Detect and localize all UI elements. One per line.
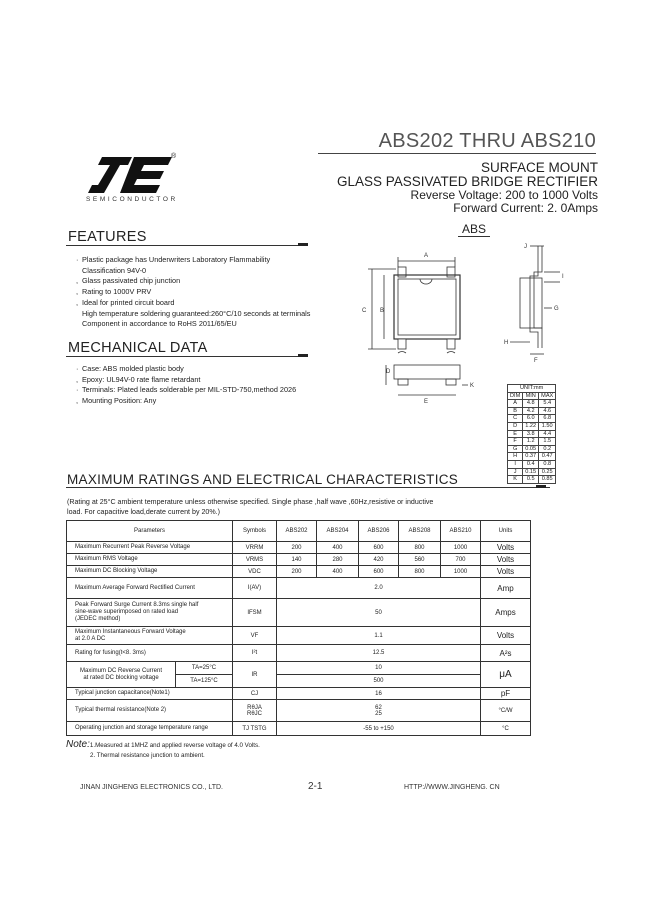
table-row: Peak Forward Surge Current 8.3ms single half sine-wave superimposed on rated load (JEDEC method) IFSM 50 Amps <box>67 599 531 627</box>
list-item: · Case: ABS molded plastic body <box>76 364 184 373</box>
features-rule-tab <box>298 243 308 246</box>
subtitle-reverse-voltage: Reverse Voltage: 200 to 1000 Volts <box>410 188 598 202</box>
table-row: J 0.15 0.25 <box>508 468 556 476</box>
features-rule <box>66 245 306 246</box>
table-row: Rating for fusing(t<8. 3ms) I²t 12.5 A²s <box>67 645 531 662</box>
table-header-row <box>67 521 531 542</box>
features-heading: FEATURES <box>68 229 147 245</box>
table-row: K 0.5 0.85 <box>508 476 556 484</box>
list-item: , Ideal for printed circuit board <box>76 297 175 307</box>
svg-text:J: J <box>524 244 527 250</box>
svg-text:G: G <box>554 306 559 312</box>
table-row: E 3.8 4.4 <box>508 430 556 438</box>
table-row: Typical thermal resistance(Note 2) RθJA RθJC 62 25 °C/W <box>67 700 531 722</box>
table-row: Maximum DC Reverse Current at rated DC blocking voltage TA=25°C TA=125°C IR 10 μA <box>67 662 531 675</box>
table-row: B 4.2 4.6 <box>508 407 556 415</box>
svg-text:A: A <box>424 253 429 259</box>
note-2: 2. Thermal resistance junction to ambient. <box>90 752 205 759</box>
svg-text:D: D <box>386 369 391 375</box>
list-item: , Mounting Position: Any <box>76 396 157 406</box>
svg-text:I: I <box>562 274 564 280</box>
footer-url: HTTP://WWW.JINGHENG. CN <box>404 784 500 791</box>
mechanical-list <box>76 364 296 407</box>
package-side-view-drawing <box>500 236 570 366</box>
column-header: Units <box>481 521 531 542</box>
ratings-table <box>66 520 531 736</box>
package-top-view-drawing <box>350 245 485 410</box>
column-header: Parameters <box>67 521 233 542</box>
registered-mark: ® <box>171 153 177 160</box>
ratings-heading: MAXIMUM RATINGS AND ELECTRICAL CHARACTERISTICS <box>67 472 459 487</box>
svg-text:K: K <box>470 383 475 389</box>
note-label: Note: <box>66 739 90 750</box>
table-row: Typical junction capacitance(Note1) CJ 16 pF <box>67 688 531 700</box>
footer-company: JINAN JINGHENG ELECTRONICS CO., LTD. <box>80 784 223 791</box>
svg-text:E: E <box>424 399 429 405</box>
table-row: I 0.4 0.8 <box>508 460 556 468</box>
column-header: DIM <box>508 392 523 400</box>
footer-page-number: 2-1 <box>308 781 323 792</box>
column-header: Symbols <box>233 521 277 542</box>
list-item: High temperature soldering guaranteed:260°C/10 seconds at terminals <box>82 308 311 318</box>
svg-text:H: H <box>504 340 509 346</box>
list-item: , Glass passivated chip junction <box>76 276 181 286</box>
package-label: ABS <box>462 222 487 236</box>
table-row: Operating junction and storage temperature range TJ TSTG -55 to +150 °C <box>67 722 531 736</box>
column-header: ABS202 <box>277 521 317 542</box>
ratings-rule-tab <box>536 485 546 488</box>
title-rule <box>318 153 596 154</box>
table-row: C 6.0 6.8 <box>508 415 556 423</box>
table-row: Maximum Average Forward Rectified Current I(AV) 2.0 Amp <box>67 578 531 599</box>
list-item: · Terminals: Plated leads solderable per MIL-STD-750,method 2026 <box>76 385 297 395</box>
logo-caption: SEMICONDUCTOR <box>86 196 178 203</box>
table-row: Maximum DC Blocking Voltage VDC 200 400 600 800 1000 Volts <box>67 566 531 578</box>
list-item: · Plastic package has Underwriters Laboratory Flammability <box>76 255 271 264</box>
table-row: D 1.22 1.50 <box>508 422 556 430</box>
mechanical-heading: MECHANICAL DATA <box>68 340 208 356</box>
table-row: F 1.2 1.5 <box>508 438 556 446</box>
column-header: ABS204 <box>317 521 359 542</box>
mechanical-rule <box>66 356 306 357</box>
ratings-conditions-note: (Rating at 25°C ambient temperature unless otherwise specified. Single phase ,half wave ,60Hz,resistive or inductive load. For capacitive load,derate current by 20%.) <box>67 498 434 516</box>
list-item: , Epoxy: UL94V-0 rate flame retardant <box>76 374 201 384</box>
table-row: Maximum Instantaneous Forward Voltage at 2.0 A DC VF 1.1 Volts <box>67 627 531 645</box>
notes-block <box>66 740 260 761</box>
package-label-rule <box>458 236 490 237</box>
features-list <box>76 255 310 330</box>
ratings-rule <box>66 487 550 488</box>
table-row: A 4.8 5.4 <box>508 400 556 408</box>
column-header: ABS208 <box>399 521 441 542</box>
table-row: Maximum RMS Voltage VRMS 140 280 420 560 700 Volts <box>67 554 531 566</box>
table-row: 500 <box>67 675 531 688</box>
list-item: Component in accordance to RoHS 2011/65/EU <box>82 319 237 329</box>
dimension-table <box>507 384 556 484</box>
list-item: , Rating to 1000V PRV <box>76 287 152 297</box>
subtitle-forward-current: Forward Current: 2. 0Amps <box>453 201 598 215</box>
subtitle-surface-mount: SURFACE MOUNT <box>480 160 598 175</box>
document-title: ABS202 THRU ABS210 <box>378 130 596 152</box>
column-header: ABS206 <box>359 521 399 542</box>
svg-text:C: C <box>362 308 367 314</box>
list-item: Classification 94V-0 <box>82 265 147 275</box>
note-1: 1.Measured at 1MHZ and applied reverse voltage of 4.0 Volts. <box>89 742 260 749</box>
column-header: MAX <box>539 392 556 400</box>
dimension-table-unit: UNIT:mm <box>508 385 556 393</box>
column-header: ABS210 <box>441 521 481 542</box>
svg-text:B: B <box>380 308 385 314</box>
subtitle-product-type: GLASS PASSIVATED BRIDGE RECTIFIER <box>336 174 598 189</box>
table-row: G 0.05 0.2 <box>508 445 556 453</box>
column-header: MIN <box>523 392 539 400</box>
table-row: Maximum Recurrent Peak Reverse Voltage VRRM 200 400 600 800 1000 Volts <box>67 542 531 554</box>
mechanical-rule-tab <box>298 354 308 357</box>
company-logo <box>80 153 180 195</box>
svg-text:F: F <box>534 358 538 364</box>
table-row: H 0.37 0.47 <box>508 453 556 461</box>
